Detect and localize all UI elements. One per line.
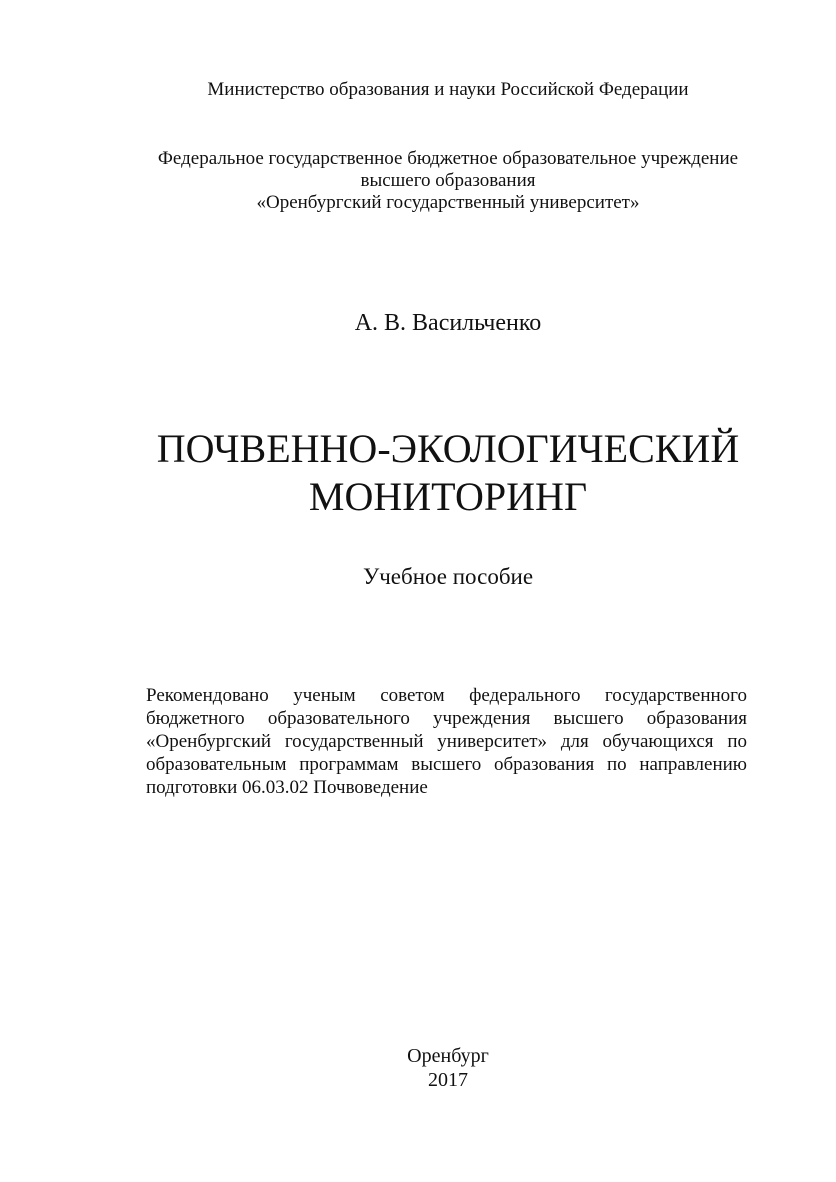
ministry-name xyxy=(0,78,836,102)
institution-line: Федеральное государственное бюджетное образовательное учреждение xyxy=(157,148,739,169)
ministry-text: Министерство образования и науки Российской Федерации xyxy=(207,79,689,100)
recommendation-line: «Оренбургский государственный университет» для обучающихся по xyxy=(146,731,747,752)
recommendation-line: Рекомендовано ученым советом федерального государственного xyxy=(146,685,747,706)
imprint xyxy=(0,1044,836,1092)
book-title xyxy=(0,425,836,521)
institution-line: «Оренбургский государственный университет» xyxy=(256,192,640,213)
institution-block xyxy=(0,148,836,214)
title-line: ПОЧВЕННО-ЭКОЛОГИЧЕСКИЙ xyxy=(156,426,740,471)
recommendation-line: бюджетного образовательного учреждения высшего образования xyxy=(146,708,747,729)
book-subtitle: Учебное пособие xyxy=(362,564,534,589)
recommendation-line: образовательным программам высшего образования по направлению xyxy=(146,754,747,775)
imprint-city: Оренбург xyxy=(407,1045,489,1067)
institution-line: высшего образования xyxy=(360,170,536,191)
recommendation-paragraph xyxy=(146,684,747,799)
recommendation-line: подготовки 06.03.02 Почвоведение xyxy=(146,777,428,798)
imprint-year: 2017 xyxy=(428,1069,468,1091)
author-name: А. В. Васильченко xyxy=(354,310,542,336)
title-line: МОНИТОРИНГ xyxy=(308,474,588,519)
